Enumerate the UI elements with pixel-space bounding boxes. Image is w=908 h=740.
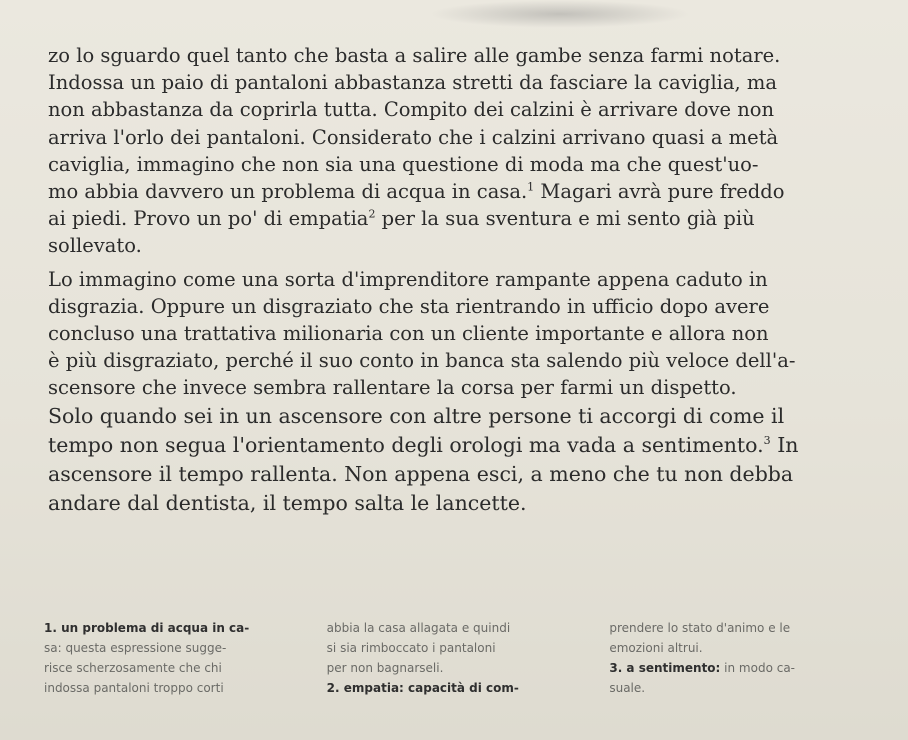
text-line: Indossa un paio di pantaloni abbastanza stretti da fasciare la caviglia, ma (48, 71, 778, 95)
text-fragment: Magari avrà pure freddo (540, 180, 785, 204)
footnote-line: per non bagnarseli. (326, 661, 444, 675)
text-line: andare dal dentista, il tempo salta le lancette. (48, 490, 527, 515)
text-line: è più disgraziato, perché il suo conto in banca sta salendo più veloce dell'a- (48, 349, 796, 373)
footnote-heading: 1. un problema di acqua in ca- (44, 621, 250, 635)
footnote-line (609, 658, 874, 678)
footnote-line: suale. (609, 681, 646, 695)
footnote-line: si sia rimboccato i pantaloni (326, 641, 496, 655)
footnote-column-1 (44, 618, 309, 698)
footnote-fragment: in modo ca- (724, 661, 796, 675)
text-line: scensore che invece sembra rallentare la corsa per farmi un dispetto. (48, 376, 737, 400)
text-fragment: tempo non segua l'orientamento degli orologi ma vada a sentimento. (48, 432, 764, 457)
text-line (48, 205, 856, 232)
text-line: Lo immagino come una sorta d'imprenditore rampante appena caduto in (48, 267, 768, 291)
paragraph-3 (48, 402, 856, 518)
footnote-heading: 2. empatia: capacità di com- (326, 681, 519, 695)
text-line: sollevato. (48, 234, 142, 258)
text-line: arriva l'orlo dei pantaloni. Considerato che i calzini arrivano quasi a metà (48, 125, 779, 149)
text-line: zo lo sguardo quel tanto che basta a salire alle gambe senza farmi notare. (48, 44, 781, 67)
text-line (48, 431, 856, 460)
text-line: disgrazia. Oppure un disgraziato che sta rientrando in ufficio dopo avere (48, 294, 770, 318)
text-fragment: In (777, 432, 799, 457)
text-line (48, 178, 856, 205)
footnote-line: sa: questa espressione sugge- (44, 641, 227, 655)
text-fragment: mo abbia davvero un problema di acqua in casa. (48, 180, 528, 204)
text-line: ascensore il tempo rallenta. Non appena esci, a meno che tu non debba (48, 461, 794, 486)
footnote-heading: 3. a sentimento: (609, 661, 721, 675)
text-line: Solo quando sei in un ascensore con altre persone ti accorgi di come il (48, 403, 785, 428)
text-fragment: ai piedi. Provo un po' di empatia (48, 207, 369, 231)
footnote-ref: 3 (763, 433, 771, 447)
footnote-column-2 (327, 618, 592, 698)
footnote-line: emozioni altrui. (609, 641, 703, 655)
footnote-line: abbia la casa allagata e quindi (326, 621, 511, 635)
footnote-ref: 1 (527, 180, 535, 194)
text-line: caviglia, immagino che non sia una questione di moda ma che quest'uo- (48, 152, 759, 176)
text-line: non abbastanza da coprirla tutta. Compito dei calzini è arrivare dove non (48, 98, 775, 122)
text-line: concluso una trattativa milionaria con un cliente importante e allora non (48, 322, 769, 346)
footnote-line: risce scherzosamente che chi (44, 661, 222, 675)
footnote-ref: 2 (368, 207, 376, 221)
main-text (48, 42, 856, 518)
footnote-column-3 (609, 618, 874, 698)
text-fragment: per la sua sventura e mi sento già più (381, 207, 755, 231)
footnotes (44, 618, 874, 698)
footnote-line: indossa pantaloni troppo corti (44, 681, 224, 695)
paragraph-2 (48, 266, 856, 402)
page-shadow (430, 0, 690, 28)
footnote-line: prendere lo stato d'animo e le (609, 621, 791, 635)
